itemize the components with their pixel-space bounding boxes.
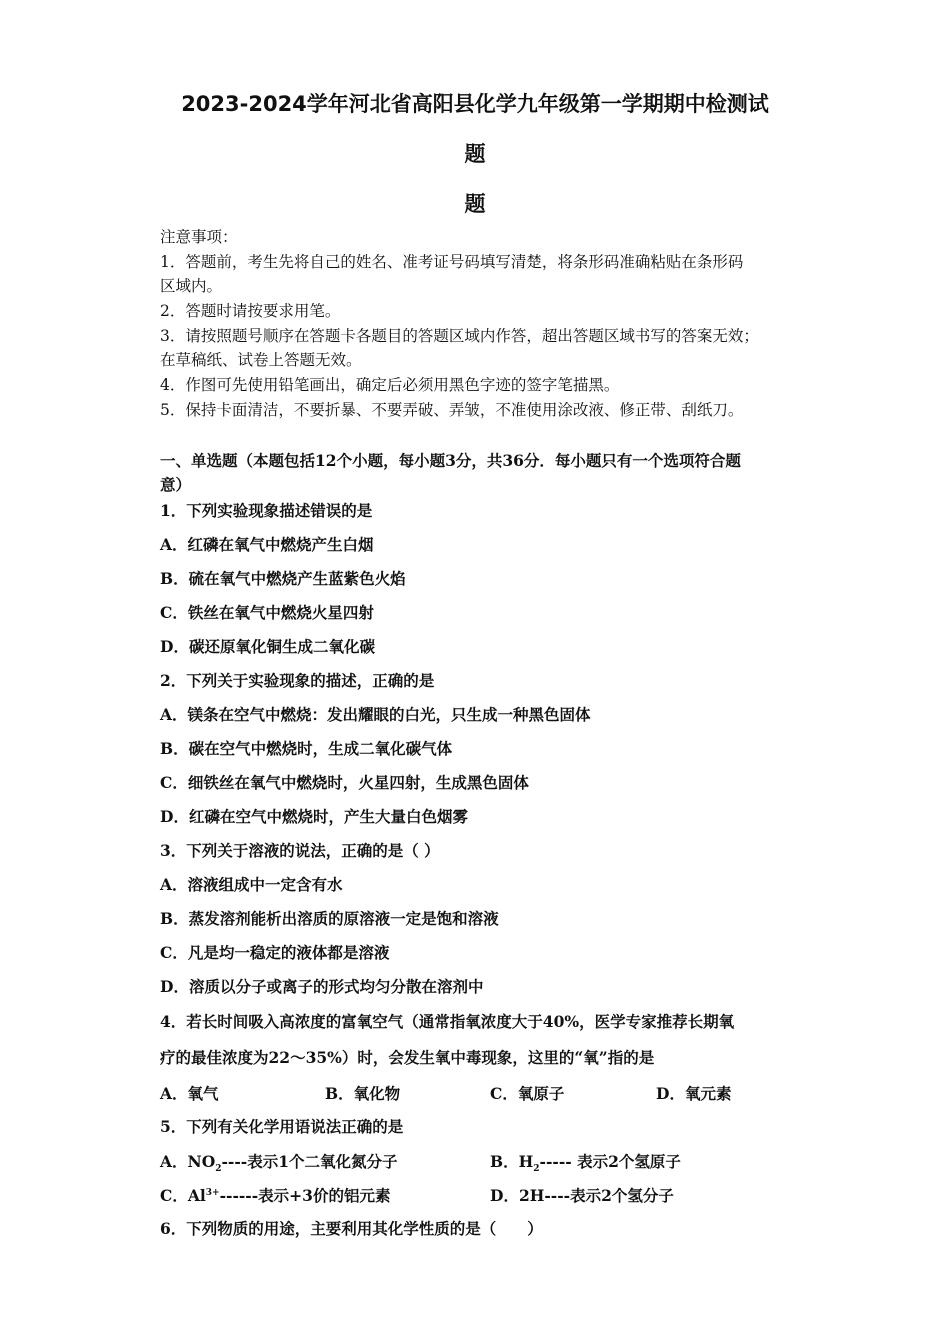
notes-item: 5．保持卡面清洁，不要折暴、不要弄破、弄皱，不准使用涂改液、修正带、刮纸刀。: [160, 401, 744, 419]
question-2-option-c: C．细铁丝在氧气中燃烧时，火星四射，生成黑色固体: [160, 773, 529, 792]
option-text: ----表示1个二氧化氮分子: [221, 1152, 398, 1171]
notes-item: 3．请按照题号顺序在答题卡各题目的答题区域内作答，超出答题区域书写的答案无效；: [160, 327, 759, 345]
question-1-option-a: A．红磷在氧气中燃烧产生白烟: [160, 535, 374, 554]
question-2-stem: 2．下列关于实验现象的描述，正确的是: [160, 671, 435, 690]
notes-item: 在草稿纸、试卷上答题无效。: [160, 351, 362, 369]
notes-item: 4．作图可先使用铅笔画出，确定后必须用黑色字迹的签字笔描黑。: [160, 376, 620, 394]
question-3-option-b: B．蒸发溶剂能析出溶质的原溶液一定是饱和溶液: [160, 909, 499, 928]
question-3-option-a: A．溶液组成中一定含有水: [160, 875, 343, 894]
doc-title-line-1: 2023-2024学年河北省高阳县化学九年级第一学期期中检测试: [181, 92, 769, 116]
question-6-stem: 6．下列物质的用途，主要利用其化学性质的是（ ）: [160, 1219, 543, 1238]
doc-title-line-3: 题: [464, 192, 486, 216]
doc-title-line-2: 题: [464, 142, 486, 166]
question-4-option-c: C．氧原子: [490, 1084, 565, 1103]
question-4-option-b: B．氧化物: [325, 1084, 401, 1103]
question-4-option-d: D．氧元素: [656, 1084, 732, 1103]
section-heading-cont: 意）: [160, 475, 192, 494]
formula-text: A．NO: [160, 1152, 216, 1171]
question-4-stem-cont: 疗的最佳浓度为22～35%）时，会发生氧中毒现象，这里的“氧”指的是: [160, 1048, 655, 1067]
question-3-option-c: C．凡是均一稳定的液体都是溶液: [160, 943, 390, 962]
notes-item: 1．答题前，考生先将自己的姓名、准考证号码填写清楚，将条形码准确粘贴在条形码: [160, 253, 744, 271]
formula-text: B．H: [490, 1152, 534, 1171]
question-4-stem: 4．若长时间吸入高浓度的富氧空气（通常指氧浓度大于40%，医学专家推荐长期氧: [160, 1012, 735, 1031]
question-5-option-c: [160, 1184, 390, 1206]
formula-text: C．Al: [160, 1186, 206, 1205]
question-5-option-d: D．2H----表示2个氢分子: [490, 1186, 674, 1205]
subscript: 2: [533, 1164, 540, 1175]
question-3-option-d: D．溶质以分子或离子的形式均匀分散在溶剂中: [160, 977, 484, 996]
question-2-option-b: B．碳在空气中燃烧时，生成二氧化碳气体: [160, 739, 453, 758]
question-1-option-c: C．铁丝在氧气中燃烧火星四射: [160, 603, 374, 622]
subscript: 2: [215, 1164, 222, 1175]
notes-item: 区域内。: [160, 277, 223, 295]
section-heading: 一、单选题（本题包括12个小题，每小题3分，共36分．每小题只有一个选项符合题: [160, 451, 741, 470]
question-3-stem: 3．下列关于溶液的说法，正确的是（ ）: [160, 841, 440, 860]
question-1-option-d: D．碳还原氧化铜生成二氧化碳: [160, 637, 375, 656]
question-2-option-a: A．镁条在空气中燃烧：发出耀眼的白光，只生成一种黑色固体: [160, 705, 591, 724]
question-4-option-a: A．氧气: [160, 1084, 219, 1103]
question-5-option-a: [160, 1150, 398, 1174]
superscript: 3+: [205, 1187, 220, 1198]
question-1-option-b: B．硫在氧气中燃烧产生蓝紫色火焰: [160, 569, 406, 588]
option-text: ----- 表示2个氢原子: [539, 1152, 681, 1171]
question-5-stem: 5．下列有关化学用语说法正确的是: [160, 1117, 404, 1136]
notes-item: 2．答题时请按要求用笔。: [160, 302, 341, 320]
notes-heading: 注意事项：: [160, 228, 238, 246]
question-2-option-d: D．红磷在空气中燃烧时，产生大量白色烟雾: [160, 807, 468, 826]
option-text: ------表示+3价的铝元素: [219, 1186, 391, 1205]
question-1-stem: 1．下列实验现象描述错误的是: [160, 501, 373, 520]
question-5-option-b: [490, 1150, 681, 1174]
